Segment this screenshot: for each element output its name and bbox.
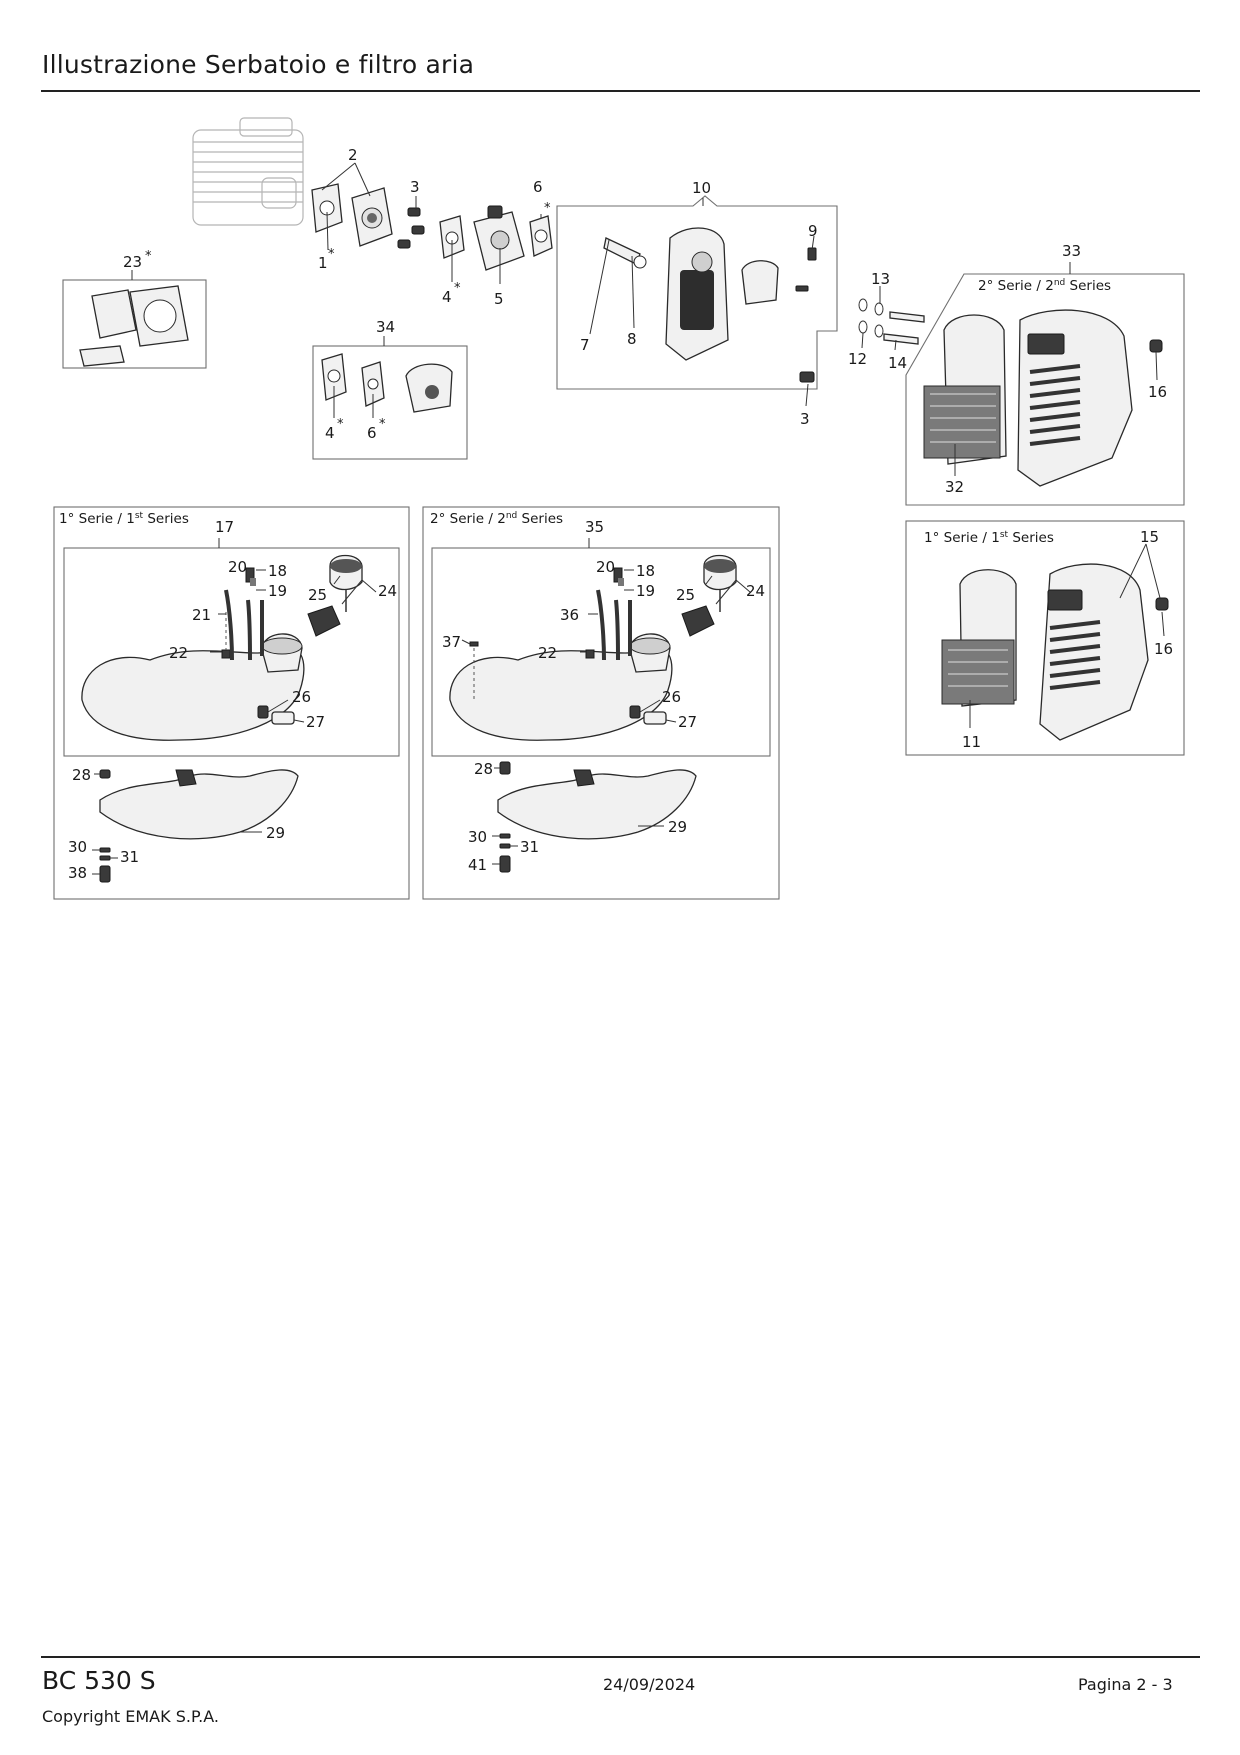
series-label-2nd-cover: 2° Serie / 2nd Series — [978, 278, 1112, 294]
series-label-1st-tank: 1° Serie / 1st Series — [59, 511, 189, 527]
air-filter-cover-33-drawing — [1018, 310, 1132, 486]
callout: 22 — [538, 644, 558, 662]
callout: 10 — [692, 179, 712, 197]
callout: 4 — [325, 424, 335, 442]
gasket-kit-23-drawing — [80, 286, 188, 366]
screw-3b-drawing — [800, 372, 814, 382]
callout: 31 — [520, 838, 540, 856]
callout: 38 — [68, 864, 88, 882]
footer-model: BC 530 S — [42, 1666, 156, 1695]
fuel-lines-21-19-drawing — [226, 568, 262, 660]
footer-page-number: Pagina 2 - 3 — [1078, 1675, 1173, 1694]
series-label-1st-cover: 1° Serie / 1st Series — [924, 530, 1054, 546]
callout: 15 — [1140, 528, 1160, 546]
callout: 31 — [120, 848, 140, 866]
callout: 19 — [636, 582, 656, 600]
callout: 3 — [410, 178, 420, 196]
callout: 29 — [266, 824, 286, 842]
air-filter-11-drawing — [942, 570, 1016, 706]
callout: 26 — [292, 688, 312, 706]
callout: 36 — [560, 606, 580, 624]
kit-34-drawing — [322, 354, 452, 412]
callout: 26 — [662, 688, 682, 706]
callout-asterisk: * — [337, 417, 344, 432]
callout: 28 — [72, 766, 92, 784]
footer-copyright: Copyright EMAK S.P.A. — [42, 1707, 219, 1726]
page-title: Illustrazione Serbatoio e filtro aria — [42, 50, 475, 79]
callout: 16 — [1154, 640, 1174, 658]
callout: 19 — [268, 582, 288, 600]
callout: 16 — [1148, 383, 1168, 401]
callout: 8 — [627, 330, 637, 348]
series-label-2nd-tank: 2° Serie / 2nd Series — [430, 511, 564, 527]
callout: 33 — [1062, 242, 1082, 260]
callout: 32 — [945, 478, 965, 496]
callout: 17 — [215, 518, 235, 536]
callout: 27 — [306, 713, 326, 731]
callout: 11 — [962, 733, 982, 751]
callout: 13 — [871, 270, 891, 288]
carburettor-5-drawing — [474, 206, 524, 270]
callout: 7 — [580, 336, 590, 354]
callout-asterisk: * — [544, 201, 551, 216]
callout: 6 — [367, 424, 377, 442]
callout: 24 — [378, 582, 398, 600]
callout: 18 — [268, 562, 288, 580]
callout: 25 — [308, 586, 328, 604]
callout-asterisk: * — [328, 247, 335, 262]
callout: 41 — [468, 856, 488, 874]
callout: 24 — [746, 582, 766, 600]
fuel-tank-17-drawing — [82, 612, 304, 740]
leader-lines — [92, 163, 1164, 874]
callout: 3 — [800, 410, 810, 428]
callout: 34 — [376, 318, 396, 336]
callout: 30 — [68, 838, 88, 856]
callout: 18 — [636, 562, 656, 580]
screw-3-drawing — [398, 208, 424, 248]
engine-cylinder-drawing — [193, 118, 303, 225]
intake-flange-2-drawing — [352, 188, 392, 246]
callout: 2 — [348, 146, 358, 164]
callout: 21 — [192, 606, 212, 624]
callout-asterisk: * — [379, 417, 386, 432]
callout-asterisk: * — [454, 281, 461, 296]
callout: 20 — [596, 558, 616, 576]
callout: 25 — [676, 586, 696, 604]
knob-16-drawing — [1150, 340, 1162, 352]
fuel-lines-36-19-drawing — [598, 568, 630, 660]
footer-date: 24/09/2024 — [603, 1675, 696, 1694]
spacers-13-14-drawing — [859, 299, 924, 344]
callout: 28 — [474, 760, 494, 778]
air-filter-32-drawing — [924, 315, 1006, 464]
callout: 37 — [442, 633, 462, 651]
callout: 5 — [494, 290, 504, 308]
callout: 29 — [668, 818, 688, 836]
callout: 4 — [442, 288, 452, 306]
callout: 14 — [888, 354, 908, 372]
callout: 9 — [808, 222, 818, 240]
callout-asterisk: * — [145, 249, 152, 264]
callout: 23 — [123, 253, 143, 271]
air-filter-cover-15-drawing — [1040, 564, 1168, 740]
callout: 12 — [848, 350, 868, 368]
callout: 6 — [533, 178, 543, 196]
callout: 22 — [169, 644, 189, 662]
fuel-tank-35-drawing — [450, 634, 672, 740]
callout: 20 — [228, 558, 248, 576]
callout: 27 — [678, 713, 698, 731]
callout: 1 — [318, 254, 328, 272]
callout: 30 — [468, 828, 488, 846]
gasket-6-drawing — [530, 216, 552, 256]
callout: 35 — [585, 518, 605, 536]
